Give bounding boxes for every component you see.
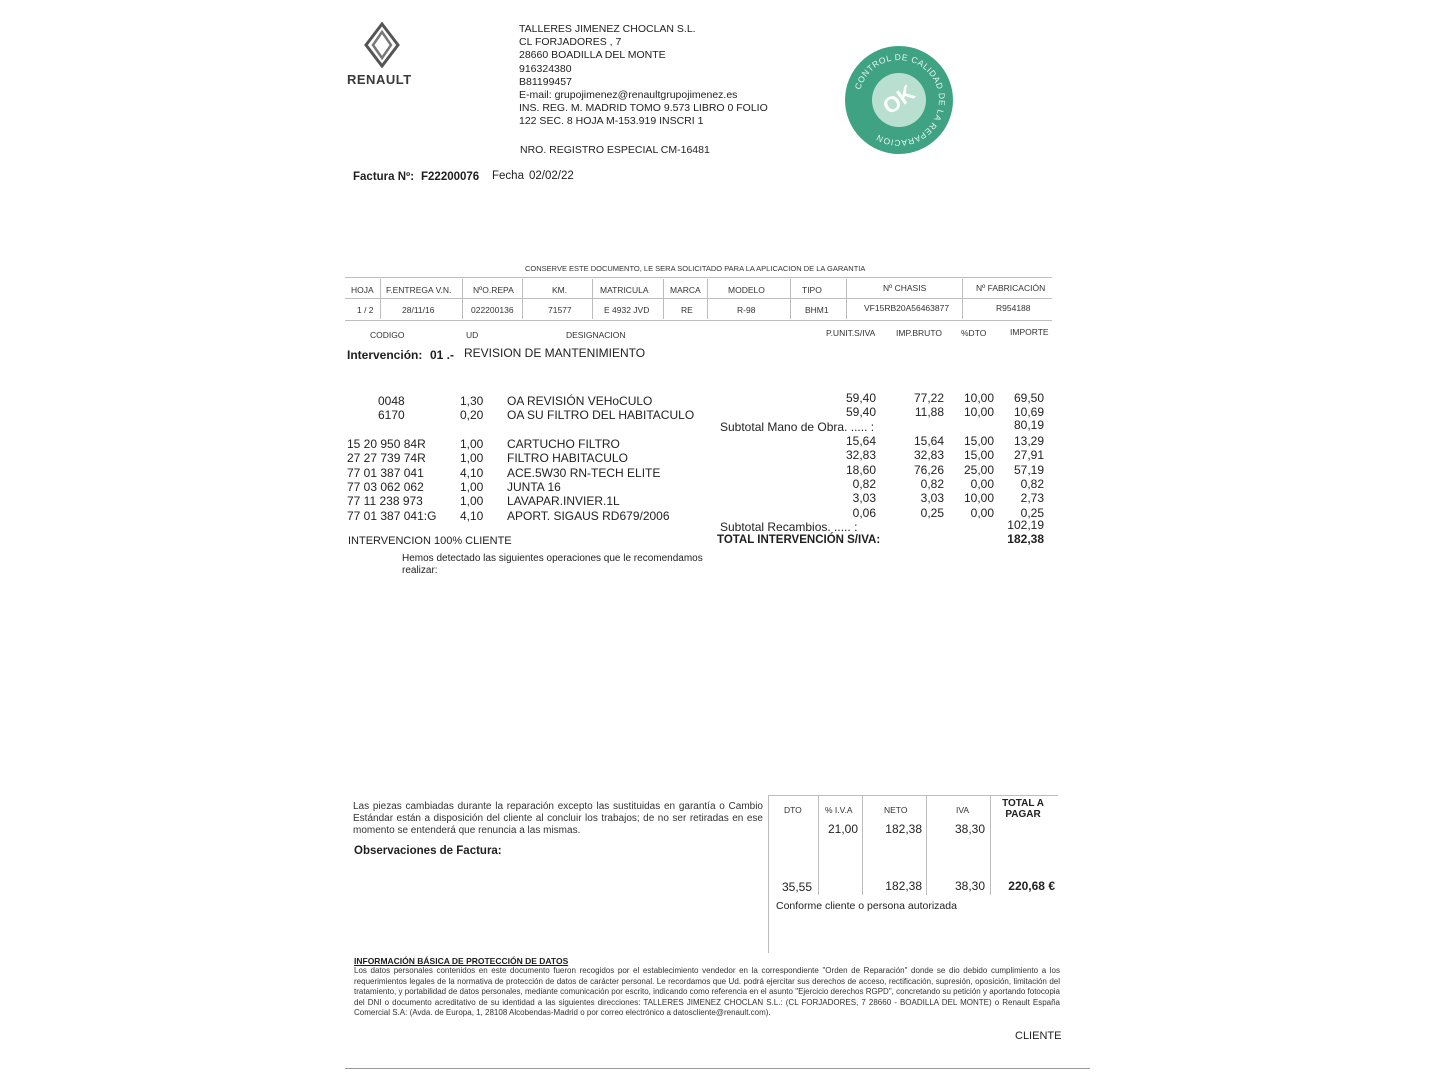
line-codigo: 6170: [378, 408, 405, 422]
line-codigo: 77 11 238 973: [347, 494, 423, 509]
company-address: [519, 23, 768, 129]
line-punit: 0,06: [852, 505, 876, 520]
vehicle-table-divider: [962, 279, 963, 319]
line-dto: 10,00: [963, 405, 994, 419]
line-importe: 2,73: [1020, 491, 1044, 506]
total-intervencion-label: TOTAL INTERVENCIÓN S/IVA:: [717, 534, 881, 546]
line-codigo: 0048: [378, 394, 405, 408]
line-ud: 4,10: [460, 465, 484, 480]
line-bruto: 0,25: [920, 505, 944, 520]
totals-iva-2: 38,30: [954, 879, 985, 893]
totals-iva-header: IVA: [956, 805, 970, 815]
vehicle-value: BHM1: [805, 305, 829, 315]
renault-logo: [360, 22, 404, 68]
invoice-label: Factura Nº:: [353, 171, 415, 183]
line-bruto: 32,83: [913, 448, 944, 463]
line-designacion: ACE.5W30 RN-TECH ELITE: [507, 465, 661, 480]
subtotal-recambios-label: Subtotal Recambios. ..... :: [720, 520, 858, 534]
vehicle-header: Nº FABRICACIÓN: [976, 283, 1046, 293]
vehicle-table-divider: [663, 279, 664, 319]
line-punit: 59,40: [845, 391, 876, 405]
line-ud: 1,00: [460, 437, 484, 451]
vehicle-value: VF15RB20A56463877: [864, 303, 950, 313]
line-importe: 69,50: [1013, 391, 1044, 405]
quality-control-stamp: [845, 46, 953, 154]
line-ud: 1,30: [460, 394, 484, 408]
vehicle-header: F.ENTREGA V.N.: [386, 285, 452, 295]
totals-rule-2: [818, 795, 819, 895]
line-bruto: 0,82: [920, 476, 944, 491]
intervencion-cliente: INTERVENCION 100% CLIENTE: [348, 535, 512, 547]
recommend-text: Hemos detectado las siguientes operaciones que le recomendamos realizar:: [402, 553, 703, 576]
line-designacion: OA REVISIÓN VEHoCULO: [507, 394, 653, 408]
page-bottom-rule: [345, 1068, 1090, 1069]
parts-footnote: Las piezas cambiadas durante la reparación excepto las sustituidas en garantía o Cambio Estándar están a disposición del cliente al concluir los trabajos; de no ser retiradas en ese momento se entenderá que renuncia a las mismas.: [353, 801, 763, 836]
line-dto: 15,00: [963, 434, 994, 448]
line-designacion: OA SU FILTRO DEL HABITACULO: [507, 408, 695, 422]
line-codigo: 77 03 062 062: [347, 479, 424, 494]
intervention-label: Intervención:: [347, 348, 423, 362]
subtotal-mano-obra-value: 80,19: [1013, 418, 1044, 432]
totals-rule-5: [990, 795, 991, 895]
line-bruto: 77,22: [913, 391, 944, 405]
intervention-title: REVISION DE MANTENIMIENTO: [464, 346, 646, 360]
totals-dto-header: DTO: [784, 805, 802, 815]
col-importe: IMPORTE: [1010, 327, 1049, 337]
col-ud: UD: [466, 330, 479, 340]
col-codigo: CODIGO: [370, 330, 405, 340]
line-codigo: 27 27 739 74R: [347, 451, 426, 466]
line-designacion: JUNTA 16: [507, 479, 561, 494]
stamp-ok: OK: [861, 62, 936, 137]
line-punit: 32,83: [845, 448, 876, 463]
observaciones-label: Observaciones de Factura:: [354, 845, 502, 857]
totals-total-header: TOTAL A PAGAR: [1002, 798, 1044, 820]
vehicle-value: 28/11/16: [402, 305, 435, 315]
line-designacion: FILTRO HABITACULO: [507, 451, 628, 466]
registro-especial: NRO. REGISTRO ESPECIAL CM-16481: [520, 144, 710, 156]
line-ud: 1,00: [460, 451, 484, 466]
vehicle-table-divider: [707, 279, 708, 319]
line-bruto: 11,88: [914, 405, 944, 419]
line-dto: 10,00: [963, 491, 994, 506]
vehicle-header: NºO.REPA: [473, 285, 514, 295]
line-dto: 10,00: [963, 391, 994, 405]
privacy-title: INFORMACIÓN BÁSICA DE PROTECCIÓN DE DATOS: [354, 956, 569, 966]
vehicle-header: KM.: [552, 285, 568, 295]
conforme-label: Conforme cliente o persona autorizada: [776, 900, 957, 912]
line-punit: 0,82: [852, 476, 876, 491]
totals-rule-top: [768, 795, 1058, 796]
vehicle-header: MATRICULA: [600, 285, 649, 295]
total-intervencion-value: 182,38: [1007, 532, 1044, 546]
company-line: CL FORJADORES , 7: [519, 36, 622, 49]
privacy-body: Los datos personales contenidos en este documento fueron recogidos por el establecimiento vendedor en la correspondiente "Orden de Reparación" donde se dio debido cumplimiento a los requerimientos legales de la normativa de protección de datos de carácter personal. Le recordamos que Ud. podrá ejercitar sus derechos de acceso, rectificación, supresión, oposición, limitación del tratamiento, y portabilidad de datos personales, mediante comunicación por escrito, indicando como referencia en el asunto "Ejercicio derechos RGPD", concretando su petición y aportando fotocopia del DNI o documento acreditativo de su identidad a las siguientes direcciones: TALLERES JIMENEZ CHOCLAN S.L.: (CL FORJADORES, 7 28660 - BOADILLA DEL MONTE) o Renault España Comercial S.A: (Avda. de Europa, 1, 28108 Alcobendas-Madrid o por correo electrónico a datoscliente@renault.com).: [354, 966, 1060, 1017]
vehicle-value: 1 / 2: [357, 305, 374, 315]
line-ud: 4,10: [460, 508, 484, 523]
totals-neto-header: NETO: [884, 805, 908, 815]
company-line: 28660 BOADILLA DEL MONTE: [519, 49, 666, 62]
totals-neto-1: 182,38: [885, 822, 922, 836]
totals-iva-1: 38,30: [954, 822, 985, 836]
totals-rule-1: [768, 795, 769, 953]
line-importe: 0,82: [1020, 476, 1044, 491]
line-bruto: 76,26: [913, 462, 944, 477]
line-importe: 27,91: [1013, 448, 1044, 463]
col-punit: P.UNIT.S/IVA: [826, 328, 876, 338]
line-designacion: CARTUCHO FILTRO: [507, 437, 620, 451]
warranty-notice: CONSERVE ESTE DOCUMENTO, LE SERA SOLICITADO PARA LA APLICACION DE LA GARANTIA: [525, 264, 866, 273]
vehicle-value: E 4932 JVD: [604, 305, 650, 315]
vehicle-header: MODELO: [728, 285, 765, 295]
vehicle-value: 71577: [548, 305, 572, 315]
vehicle-table-top-rule: [345, 277, 1052, 278]
line-punit: 3,03: [852, 491, 876, 506]
line-punit: 59,40: [845, 405, 876, 419]
line-importe: 13,29: [1013, 434, 1044, 448]
line-ud: 1,00: [460, 494, 484, 509]
vehicle-table-divider: [462, 279, 463, 319]
line-importe: 0,25: [1020, 505, 1044, 520]
line-importe: 10,69: [1013, 405, 1044, 419]
company-line: TALLERES JIMENEZ CHOCLAN S.L.: [519, 23, 696, 35]
line-dto: 0,00: [970, 505, 994, 520]
subtotal-recambios-value: 102,19: [1007, 518, 1044, 532]
vehicle-header: Nº CHASIS: [883, 283, 927, 293]
vehicle-value: R954188: [996, 303, 1031, 313]
line-bruto: 15,64: [913, 434, 944, 448]
invoice-date: 02/02/22: [529, 170, 574, 182]
line-dto: 15,00: [963, 448, 994, 463]
invoice-number: F22200076: [421, 171, 480, 183]
vehicle-value: RE: [681, 305, 693, 315]
line-codigo: 77 01 387 041: [347, 465, 424, 480]
vehicle-value: 022200136: [471, 305, 514, 315]
vehicle-table-bottom-rule: [345, 320, 1052, 321]
vehicle-value: R-98: [737, 305, 756, 315]
line-dto: 25,00: [963, 462, 994, 477]
col-dto: %DTO: [961, 328, 987, 338]
company-line: INS. REG. M. MADRID TOMO 9.573 LIBRO 0 FOLIO: [519, 102, 768, 115]
vehicle-table-divider: [790, 279, 791, 319]
line-ud: 1,00: [460, 479, 484, 494]
totals-ivapct-header: % I.V.A: [825, 805, 853, 815]
col-impbruto: IMP.BRUTO: [896, 328, 942, 338]
totals-neto-2: 182,38: [885, 879, 922, 893]
stamp-ring-text: CONTROL DE CALIDAD DE LA REPARACION: [852, 51, 948, 149]
totals-rule-4: [926, 795, 927, 895]
vehicle-table-divider: [592, 279, 593, 319]
line-bruto: 3,03: [920, 491, 944, 506]
vehicle-table-divider: [380, 279, 381, 319]
total-a-pagar: 220,68 €: [1008, 879, 1055, 893]
line-designacion: LAVAPAR.INVIER.1L: [507, 494, 620, 509]
intervention-number: 01 .-: [430, 348, 455, 362]
vehicle-table-divider: [846, 279, 847, 319]
line-punit: 15,64: [845, 434, 876, 448]
subtotal-mano-obra-label: Subtotal Mano de Obra. ..... :: [720, 420, 875, 434]
renault-diamond-icon: [360, 22, 404, 68]
vehicle-header: TIPO: [802, 285, 822, 295]
vehicle-table-divider: [522, 279, 523, 319]
copy-label: CLIENTE: [1015, 1030, 1062, 1042]
invoice-date-label: Fecha: [492, 170, 524, 182]
line-importe: 57,19: [1013, 462, 1044, 477]
line-codigo: 77 01 387 041:G: [347, 508, 437, 523]
vehicle-header: HOJA: [351, 285, 374, 295]
vehicle-table-mid-rule: [345, 298, 1052, 299]
line-designacion: APORT. SIGAUS RD679/2006: [507, 508, 670, 523]
line-codigo: 15 20 950 84R: [347, 437, 426, 451]
line-ud: 0,20: [460, 408, 484, 422]
brand-name: RENAULT: [347, 72, 412, 87]
line-punit: 18,60: [845, 462, 876, 477]
company-line: E-mail: grupojimenez@renaultgrupojimenez.es: [519, 89, 738, 102]
col-designacion: DESIGNACION: [566, 330, 626, 340]
line-dto: 0,00: [970, 476, 994, 491]
company-line: 916324380: [519, 62, 572, 75]
totals-dto-2: 35,55: [781, 880, 812, 894]
company-line: B81199457: [519, 75, 572, 88]
totals-rule-3: [862, 795, 863, 895]
vehicle-header: MARCA: [670, 285, 701, 295]
totals-ivapct-1: 21,00: [827, 822, 858, 836]
company-line: 122 SEC. 8 HOJA M-153.919 INSCRI 1: [519, 115, 704, 128]
